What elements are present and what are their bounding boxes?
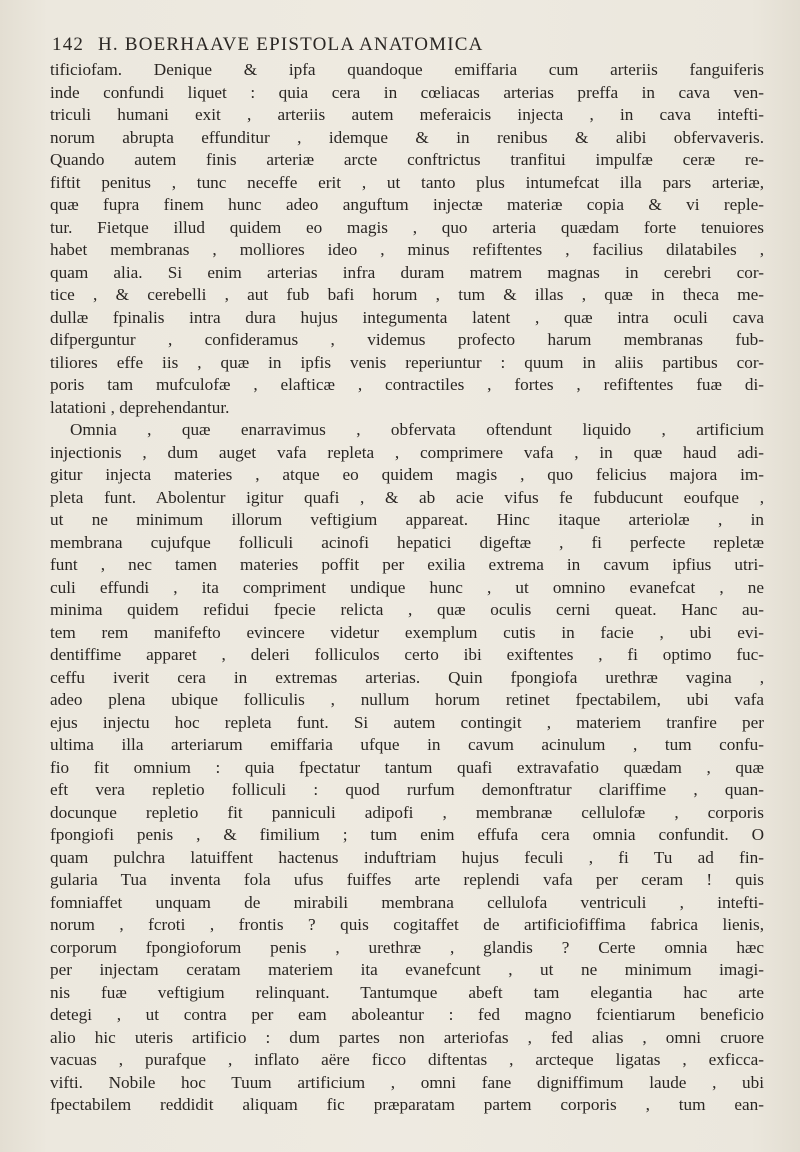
- text-line: per injectam ceratam materiem ita evanefcunt , ut ne minimum imagi-: [50, 960, 764, 979]
- text-line: injectionis , dum auget vafa repleta , comprimere vafa , in quæ haud adi-: [50, 442, 764, 462]
- text-line: adeo plena ubique folliculis , nullum horum retinet fpectabilem, ubi vafa: [50, 690, 764, 709]
- text-line: culi effundi , ita compriment undique hunc , ut omnino evanefcat , ne: [50, 577, 764, 597]
- text-line: Omnia , quæ enarravimus , obfervata oftendunt liquido , artificium: [70, 420, 764, 439]
- text-line: minima quidem refidui fpecie relicta , quæ oculis cerni queat. Hanc au-: [50, 600, 764, 619]
- text-line: eft vera repletio folliculi : quod rurfum demonftratur clariffime , quan-: [50, 780, 764, 799]
- text-line: poris tam mufculofæ , elafticæ , contractiles , fortes , refiftentes fuæ di-: [50, 375, 764, 394]
- text-line: membrana cujufque folliculi acinofi hepatici digeftæ , fi perfecte repletæ: [50, 532, 764, 552]
- text-line: fio fit omnium : quia fpectatur tantum quafi extravafatio quædam , quæ: [50, 757, 764, 777]
- running-title: H. BOERHAAVE EPISTOLA ANATOMICA: [98, 34, 484, 55]
- text-line: quam pulchra latuiffent hactenus induftriam hujus feculi , fi Tu ad fin-: [50, 847, 764, 867]
- text-line: fpectabilem reddidit aliquam fic præparatam partem corporis , tum ean-: [50, 1095, 764, 1114]
- text-line: docunque repletio fit panniculi adipofi , membranæ cellulofæ , corporis: [50, 802, 764, 822]
- page-number: 142: [52, 34, 85, 55]
- text-line: tice , & cerebelli , aut fub bafi horum , tum & illas , quæ in theca me-: [50, 285, 764, 304]
- text-line: norum , fcroti , frontis ? quis cogitaffet de artificiofiffima fabrica lienis,: [50, 915, 764, 934]
- text-line: difperguntur , confideramus , videmus profecto harum membranas fub-: [50, 330, 764, 349]
- text-line: gularia Tua inventa fola ufus fuiffes arte replendi vafa per ceram ! quis: [50, 870, 764, 889]
- text-line: latationi , deprehendantur.: [50, 397, 230, 417]
- text-line: norum abrupta effunditur , idemque & in renibus & alibi obfervaveris.: [50, 127, 764, 147]
- text-line: fpongiofi penis , & fimilium ; tum enim effufa cera omnia confundit. O: [50, 825, 764, 844]
- text-line: tur. Fietque illud quidem eo magis , quo arteria quædam forte tenuiores: [50, 217, 764, 237]
- text-line: dentiffime apparet , deleri folliculos certo ibi exiftentes , fi optimo fuc-: [50, 645, 764, 664]
- text-line: ceffu iverit cera in extremas arterias. Quin fpongiofa urethræ vagina ,: [50, 667, 764, 687]
- text-line: fiftit penitus , tunc neceffe erit , ut tanto plus intumefcat illa pars arteriæ,: [50, 172, 764, 192]
- text-line: pleta funt. Abolentur igitur quafi , & ab acie vifus fe fubducunt eoufque ,: [50, 487, 764, 507]
- text-line: Quando autem finis arteriæ arcte conftrictus tranfitui impulfæ ceræ re-: [50, 150, 764, 169]
- text-line: vacuas , purafque , inflato aëre ficco diftentas , arcteque ligatas , exficca-: [50, 1050, 764, 1069]
- text-line: tiliores effe iis , quæ in ipfis venis reperiuntur : quum in aliis partibus cor-: [50, 352, 764, 372]
- text-line: quæ fupra finem hunc adeo anguftum injectæ materiæ copia & vi reple-: [50, 195, 764, 214]
- text-line: gitur injecta materies , atque eo quidem magis , quo felicius majora im-: [50, 465, 764, 484]
- text-line: habet membranas , molliores ideo , minus refiftentes , facilius dilatabiles ,: [50, 240, 764, 259]
- text-line: dullæ fpinalis intra dura hujus integumenta latent , quæ intra oculi cava: [50, 307, 764, 327]
- text-line: ut ne minimum illorum veftigium appareat. Hinc itaque arteriolæ , in: [50, 510, 764, 529]
- text-line: alio hic uteris artificio : dum partes non arteriofas , fed alias , omni cruore: [50, 1027, 764, 1047]
- text-line: tem rem manifefto evincere videtur exemplum cutis in facie , ubi evi-: [50, 622, 764, 642]
- body-text: [50, 59, 764, 1117]
- text-line: ultima illa arteriarum emiffaria ufque in cavum acinulum , tum confu-: [50, 735, 764, 754]
- text-line: detegi , ut contra per eam aboleantur : fed magno fcientiarum beneficio: [50, 1005, 764, 1024]
- text-line: nis fuæ veftigium relinquant. Tantumque abeft tam elegantia hac arte: [50, 982, 764, 1002]
- text-line: funt , nec tamen materies poffit per exilia extrema in cavum ipfius utri-: [50, 555, 764, 574]
- text-line: fomniaffet unquam de mirabili membrana cellulofa ventriculi , intefti-: [50, 892, 764, 912]
- running-header: [52, 34, 752, 56]
- text-line: quam alia. Si enim arterias infra duram matrem magnas in cerebri cor-: [50, 262, 764, 282]
- text-line: ejus injectu hoc repleta funt. Si autem contingit , materiem tranfire per: [50, 712, 764, 732]
- text-line: vifti. Nobile hoc Tuum artificium , omni fane digniffimum laude , ubi: [50, 1072, 764, 1092]
- text-line: inde confundi liquet : quia cera in cœliacas arterias preffa in cava ven-: [50, 82, 764, 102]
- text-line: tificiofam. Denique & ipfa quandoque emiffaria cum arteriis fanguiferis: [50, 60, 764, 79]
- text-line: triculi humani exit , arteriis autem meferaicis injecta , in cava intefti-: [50, 105, 764, 124]
- text-line: corporum fpongioforum penis , urethræ , glandis ? Certe omnia hæc: [50, 937, 764, 957]
